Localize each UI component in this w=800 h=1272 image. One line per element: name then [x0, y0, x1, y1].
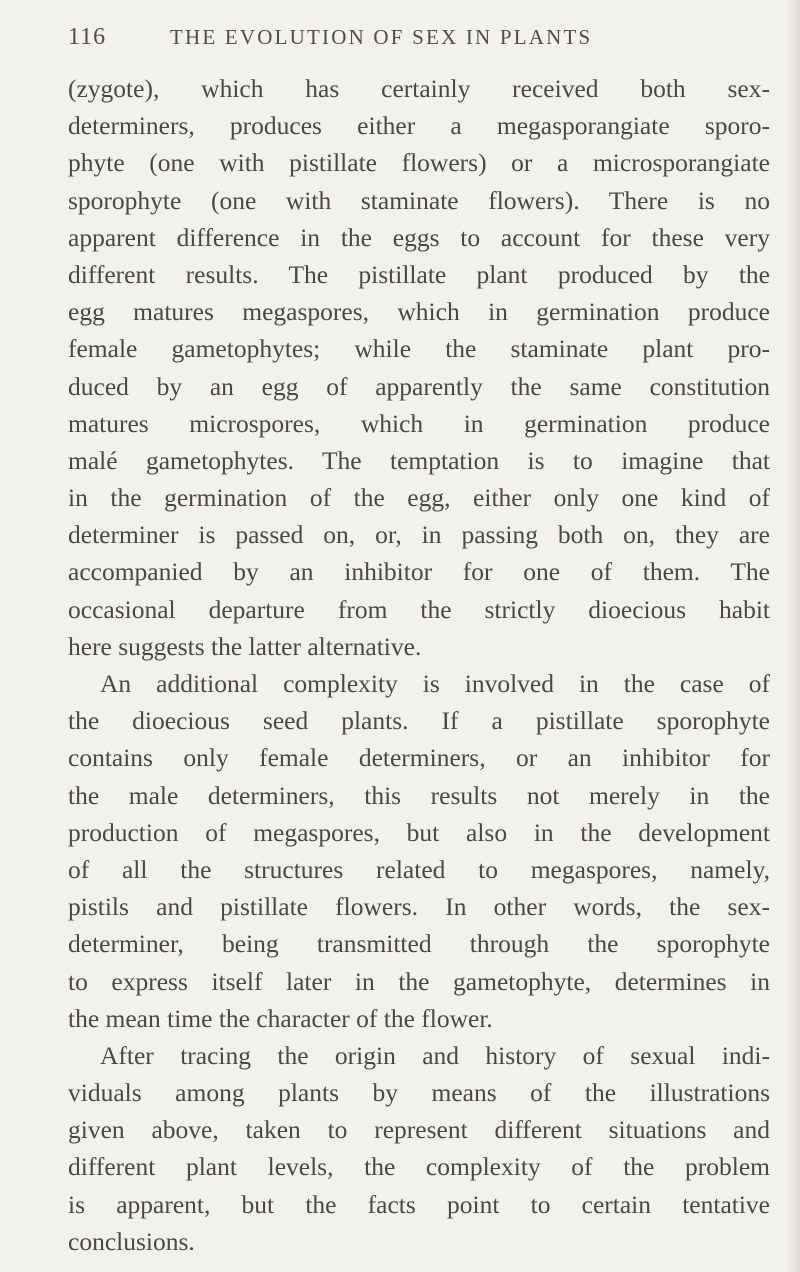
page-header: [68, 24, 768, 64]
text-line: accompanied by an inhibitor for one of them. The: [68, 557, 770, 587]
text-line: determiner is passed on, or, in passing both on, they are: [68, 520, 770, 550]
text-line: duced by an egg of apparently the same constitution: [68, 371, 770, 401]
text-line: malé gametophytes. The temptation is to imagine that: [68, 445, 770, 475]
text-line: female gametophytes; while the staminate plant pro-: [68, 334, 770, 364]
text-line: of all the structures related to megaspores, namely,: [68, 854, 770, 884]
text-line: different results. The pistillate plant produced by the: [68, 259, 770, 289]
text-line: the dioecious seed plants. If a pistillate sporophyte: [68, 706, 770, 736]
paragraph: [68, 1037, 770, 1260]
text-line: is apparent, but the facts point to certain tentative: [68, 1189, 770, 1219]
text-line: After tracing the origin and history of sexual indi-: [100, 1040, 770, 1070]
body-text: [68, 70, 770, 1260]
text-line: matures microspores, which in germination produce: [68, 408, 770, 438]
text-line: the male determiners, this results not merely in the: [68, 780, 770, 810]
page-edge-shadow: [786, 0, 800, 1272]
text-line: sporophyte (one with staminate flowers). There is no: [68, 185, 770, 215]
page-number: 116: [68, 24, 107, 50]
paragraph: [68, 665, 770, 1037]
text-line: the mean time the character of the flower.: [68, 1003, 493, 1033]
text-line: egg matures megaspores, which in germination produce: [68, 297, 770, 327]
text-line: contains only female determiners, or an inhibitor for: [68, 743, 770, 773]
text-line: here suggests the latter alternative.: [68, 631, 422, 661]
paragraph: [68, 70, 770, 665]
text-line: viduals among plants by means of the illustrations: [68, 1078, 770, 1108]
text-line: occasional departure from the strictly dioecious habit: [68, 594, 770, 624]
text-line: conclusions.: [68, 1226, 195, 1256]
running-title: THE EVOLUTION OF SEX IN PLANTS: [170, 25, 593, 49]
text-line: given above, taken to represent different situations and: [68, 1115, 770, 1145]
text-line: An additional complexity is involved in the case of: [100, 669, 770, 698]
text-line: pistils and pistillate flowers. In other words, the sex-: [68, 892, 770, 922]
text-line: different plant levels, the complexity of the problem: [68, 1152, 770, 1182]
text-line: to express itself later in the gametophyte, determines in: [68, 966, 770, 996]
text-line: apparent difference in the eggs to account for these very: [68, 222, 770, 252]
text-line: determiner, being transmitted through the sporophyte: [68, 929, 770, 959]
text-line: phyte (one with pistillate flowers) or a microsporangiate: [68, 148, 770, 178]
text-line: in the germination of the egg, either only one kind of: [68, 483, 770, 513]
text-line: determiners, produces either a megasporangiate sporo-: [68, 111, 770, 141]
text-line: production of megaspores, but also in the development: [68, 817, 770, 847]
text-line: (zygote), which has certainly received both sex-: [68, 74, 770, 103]
